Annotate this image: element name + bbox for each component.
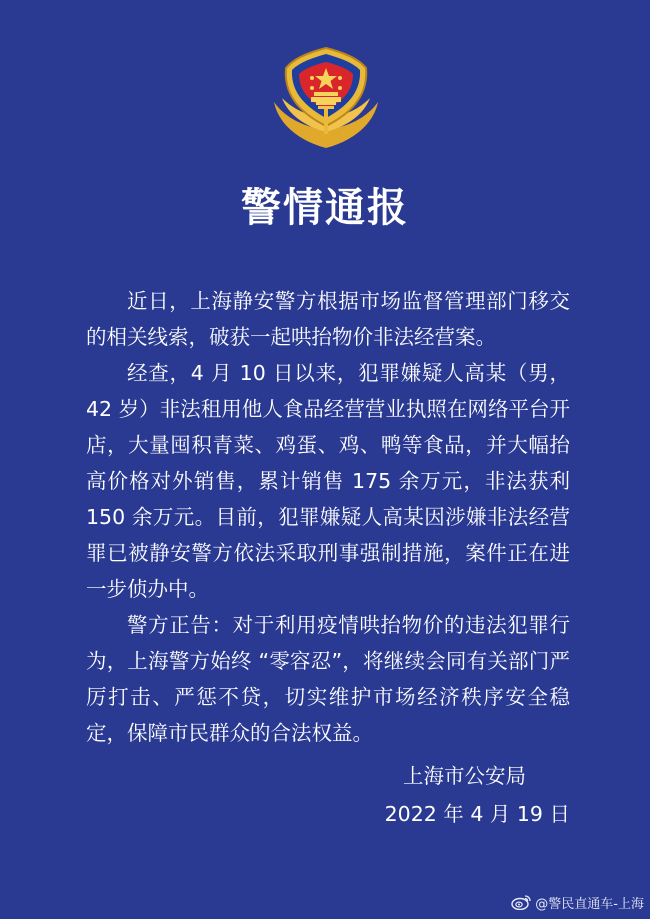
weibo-icon — [511, 894, 531, 910]
paragraph-investigation: 经查，4 月 10 日以来，犯罪嫌疑人高某（男，42 岁）非法租用他人食品经营营业执照在网络平台开店，大量囤积青菜、鸡蛋、鸡、鸭等食品，并大幅抬高价格对外销售，累计销售 175 余万元，非法获利 150 余万元。目前，犯罪嫌疑人高某因涉嫌非法经营罪已被静安警方依法采取刑事强制措施，案件正在进一步侦办中。 — [86, 361, 570, 601]
police-emblem-icon — [268, 44, 384, 152]
signature-block — [270, 757, 570, 833]
paragraph-intro: 近日，上海静安警方根据市场监督管理部门移交的相关线索，破获一起哄抬物价非法经营案。 — [86, 289, 570, 349]
signature-organization: 上海市公安局 — [403, 764, 526, 788]
signature-date: 2022 年 4 月 19 日 — [384, 802, 570, 826]
paragraph-warning: 警方正告：对于利用疫情哄抬物价的违法犯罪行为，上海警方始终 “零容忍”，将继续会同有关部门严厉打击、严惩不贷，切实维护市场经济秩序安全稳定，保障市民群众的合法权益。 — [86, 613, 570, 745]
watermark-text: @警民直通车-上海 — [535, 896, 644, 912]
notice-body — [86, 283, 570, 751]
notice-title: 警情通报 — [241, 185, 409, 231]
weibo-watermark — [511, 891, 644, 913]
